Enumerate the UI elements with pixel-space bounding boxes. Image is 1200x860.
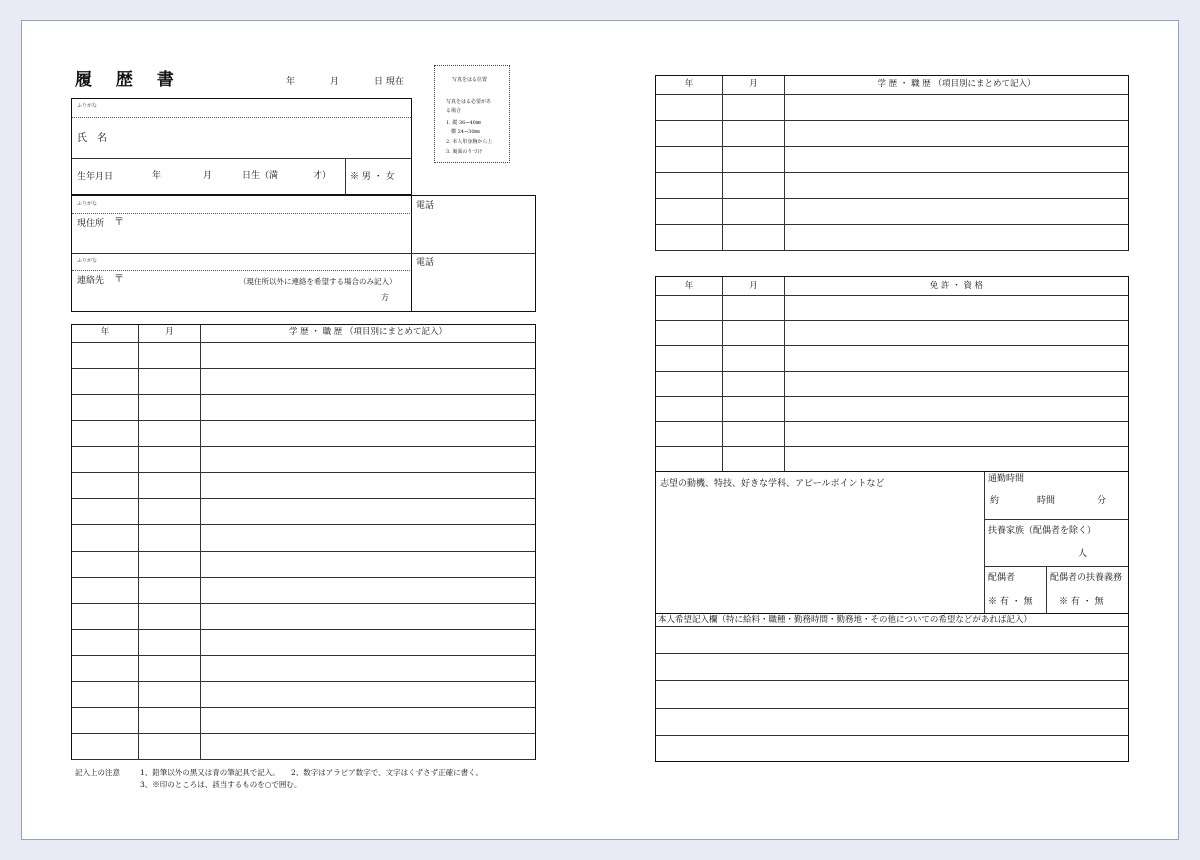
history-right-cell[interactable] [785,225,1128,249]
history-left-cell[interactable] [201,421,535,445]
spouse-support-label: 配偶者の扶養義務 [1050,573,1123,583]
request-cell[interactable] [656,681,1128,707]
history-left-cell[interactable] [139,421,200,445]
birthdate-label: 生年月日 [77,172,114,182]
history-left-cell[interactable] [139,682,200,706]
license-cell[interactable] [723,296,784,319]
history-right-cell[interactable] [656,95,722,119]
history-left-cell[interactable] [139,499,200,523]
history-right-cell[interactable] [656,121,722,145]
license-cell[interactable] [785,372,1128,395]
contact-suffix: 方 [381,293,389,302]
license-cell[interactable] [723,422,784,445]
history-left-cell[interactable] [72,734,138,758]
name-field[interactable] [130,120,405,156]
history-left-cell[interactable] [72,708,138,732]
license-cell[interactable] [785,397,1128,420]
history-left-cell[interactable] [201,682,535,706]
history-left-cell[interactable] [139,447,200,471]
history-left-cell[interactable] [72,395,138,419]
history-left-cell[interactable] [72,447,138,471]
history-left-cell[interactable] [139,578,200,602]
license-cell[interactable] [656,422,722,445]
history-right-cell[interactable] [785,173,1128,197]
license-cell[interactable] [723,346,784,370]
history-left-cell[interactable] [201,343,535,367]
motivation-field[interactable] [658,495,980,610]
history-right-cell[interactable] [723,121,784,145]
history-left-cell[interactable] [72,656,138,680]
photo-area[interactable] [434,65,510,163]
license-cell[interactable] [785,321,1128,344]
photo-instruction: 3. 裏面のりづけ [446,149,483,155]
request-rule [656,735,1128,736]
history-left-cell[interactable] [72,499,138,523]
commute-minutes-label: 分 [1097,496,1107,506]
license-cell[interactable] [785,422,1128,445]
dependents-unit: 人 [1078,549,1088,559]
date-current-label: 日 現在 [374,77,404,87]
address-phone-label: 電話 [416,201,435,211]
photo-instruction: 横 24~30㎜ [451,129,480,135]
history-left-cell[interactable] [139,343,200,367]
notes-label: 記入上の注意 [75,768,120,777]
history-right-cell[interactable] [656,173,722,197]
photo-title: 写真をはる位置 [452,77,488,83]
birth-age-label: 才） [313,171,332,181]
license-cell[interactable] [656,346,722,370]
history-left-cell[interactable] [72,552,138,576]
history-left-cell[interactable] [139,395,200,419]
history-right-cell[interactable] [723,173,784,197]
history-left-cell[interactable] [72,630,138,654]
contact-note: （現住所以外に連絡を希望する場合のみ記入） [239,277,397,286]
history-left-cell[interactable] [139,734,200,758]
license-cell[interactable] [656,296,722,319]
notes-line-2: 3、※印のところは、該当するものを○で囲む。 [140,780,302,789]
license-header-month: 月 [749,281,758,291]
history-left-cell[interactable] [72,421,138,445]
history-right-cell[interactable] [723,225,784,249]
request-cell[interactable] [656,627,1128,652]
request-cell[interactable] [656,709,1128,734]
history-right-rule [656,250,1128,251]
history-left-cell[interactable] [139,473,200,497]
history-right-header-month: 月 [749,79,758,89]
birth-year-label: 年 [152,171,162,181]
history-right-cell[interactable] [785,199,1128,223]
history-right-header-year: 年 [684,79,694,89]
photo-instruction: る場合 [446,108,462,114]
license-cell[interactable] [656,397,722,420]
history-left-cell[interactable] [201,708,535,732]
gender-selector[interactable]: ※ 男 ・ 女 [350,172,395,182]
notes-line-1: 1、鉛筆以外の黒又は青の筆記具で記入。 2、数字はアラビア数字で、文字はくずさず正確に書く。 [140,768,483,777]
commute-label: 通勤時間 [988,474,1025,484]
address-label: 現住所 [77,219,105,229]
photo-instruction: 2. 本人単身胸から上 [446,139,493,145]
history-right-header-content: 学 歴 ・ 職 歴 （項目別にまとめて記入） [877,79,1036,89]
history-left-cell[interactable] [72,369,138,393]
history-right-cell[interactable] [723,199,784,223]
contact-furigana-label: ふりがな [77,258,98,264]
history-header-year: 年 [100,327,110,337]
history-left-cell[interactable] [139,604,200,628]
history-left-rule [72,759,535,760]
license-cell[interactable] [656,321,722,344]
history-left-cell[interactable] [201,447,535,471]
history-right-cell[interactable] [656,147,722,171]
history-left-cell[interactable] [201,604,535,628]
history-left-cell[interactable] [139,708,200,732]
address-postal-mark: 〒 [114,217,124,228]
license-header-content: 免 許 ・ 資 格 [929,281,984,291]
license-cell[interactable] [785,296,1128,319]
dependents-label: 扶養家族（配偶者を除く） [988,526,1097,536]
request-cell[interactable] [656,654,1128,679]
history-right-cell[interactable] [656,225,722,249]
history-left-cell[interactable] [72,682,138,706]
history-left-cell[interactable] [201,473,535,497]
license-cell[interactable] [723,397,784,420]
address-field[interactable] [125,215,405,251]
license-cell[interactable] [723,372,784,395]
history-header-content: 学 歴 ・ 職 歴 （項目別にまとめて記入） [288,327,447,337]
date-year-label: 年 [286,77,296,87]
contact-postal-mark: 〒 [114,274,124,285]
address-furigana-label: ふりがな [77,201,98,207]
name-label: 氏 名 [77,133,107,144]
birth-month-label: 月 [203,171,213,181]
birth-day-label: 日生（満 [242,171,279,181]
history-right-cell[interactable] [785,147,1128,171]
history-left-cell[interactable] [72,473,138,497]
contact-phone-label: 電話 [416,258,435,268]
history-left-cell[interactable] [139,525,200,550]
license-cell[interactable] [785,346,1128,370]
history-left-cell[interactable] [72,525,138,550]
date-month-label: 月 [330,77,340,87]
history-left-cell[interactable] [201,525,535,550]
history-left-cell[interactable] [72,604,138,628]
history-left-cell[interactable] [201,499,535,523]
license-rule [656,446,1128,447]
furigana-label: ふりがな [77,103,98,109]
contact-label: 連絡先 [77,276,105,286]
history-left-cell[interactable] [201,552,535,576]
history-right-cell[interactable] [723,95,784,119]
history-right-cell[interactable] [785,95,1128,119]
history-left-cell[interactable] [201,630,535,654]
history-left-cell[interactable] [201,369,535,393]
history-left-cell[interactable] [201,734,535,758]
license-header-year: 年 [684,281,694,291]
spouse-label: 配偶者 [988,573,1016,583]
request-label: 本人希望記入欄（特に給料・職種・勤務時間・勤務地・その他についての希望などがあれば記入） [658,615,1032,625]
motivation-label: 志望の動機、特技、好きな学科、アピールポイントなど [660,479,885,489]
commute-hours-label: 時間 [1037,496,1056,506]
history-left-cell[interactable] [72,578,138,602]
history-left-cell[interactable] [201,395,535,419]
history-left-cell[interactable] [139,369,200,393]
photo-instruction: 写真をはる必要があ [446,99,492,105]
history-right-cell[interactable] [656,199,722,223]
history-left-cell[interactable] [139,630,200,654]
license-cell[interactable] [723,321,784,344]
resume-title: 履 歴 書 [75,70,183,90]
history-left-cell[interactable] [139,552,200,576]
license-cell[interactable] [656,372,722,395]
history-left-cell[interactable] [201,656,535,680]
history-header-month: 月 [165,327,174,337]
history-left-cell[interactable] [72,343,138,367]
spouse-selector[interactable]: ※ 有 ・ 無 [988,597,1033,607]
commute-approx-label: 約 [990,496,1000,506]
history-left-cell[interactable] [201,578,535,602]
history-left-cell[interactable] [139,656,200,680]
history-right-cell[interactable] [723,147,784,171]
history-right-cell[interactable] [785,121,1128,145]
spouse-support-selector[interactable]: ※ 有 ・ 無 [1059,597,1104,607]
photo-instruction: 1. 縦 36~40㎜ [446,120,481,126]
